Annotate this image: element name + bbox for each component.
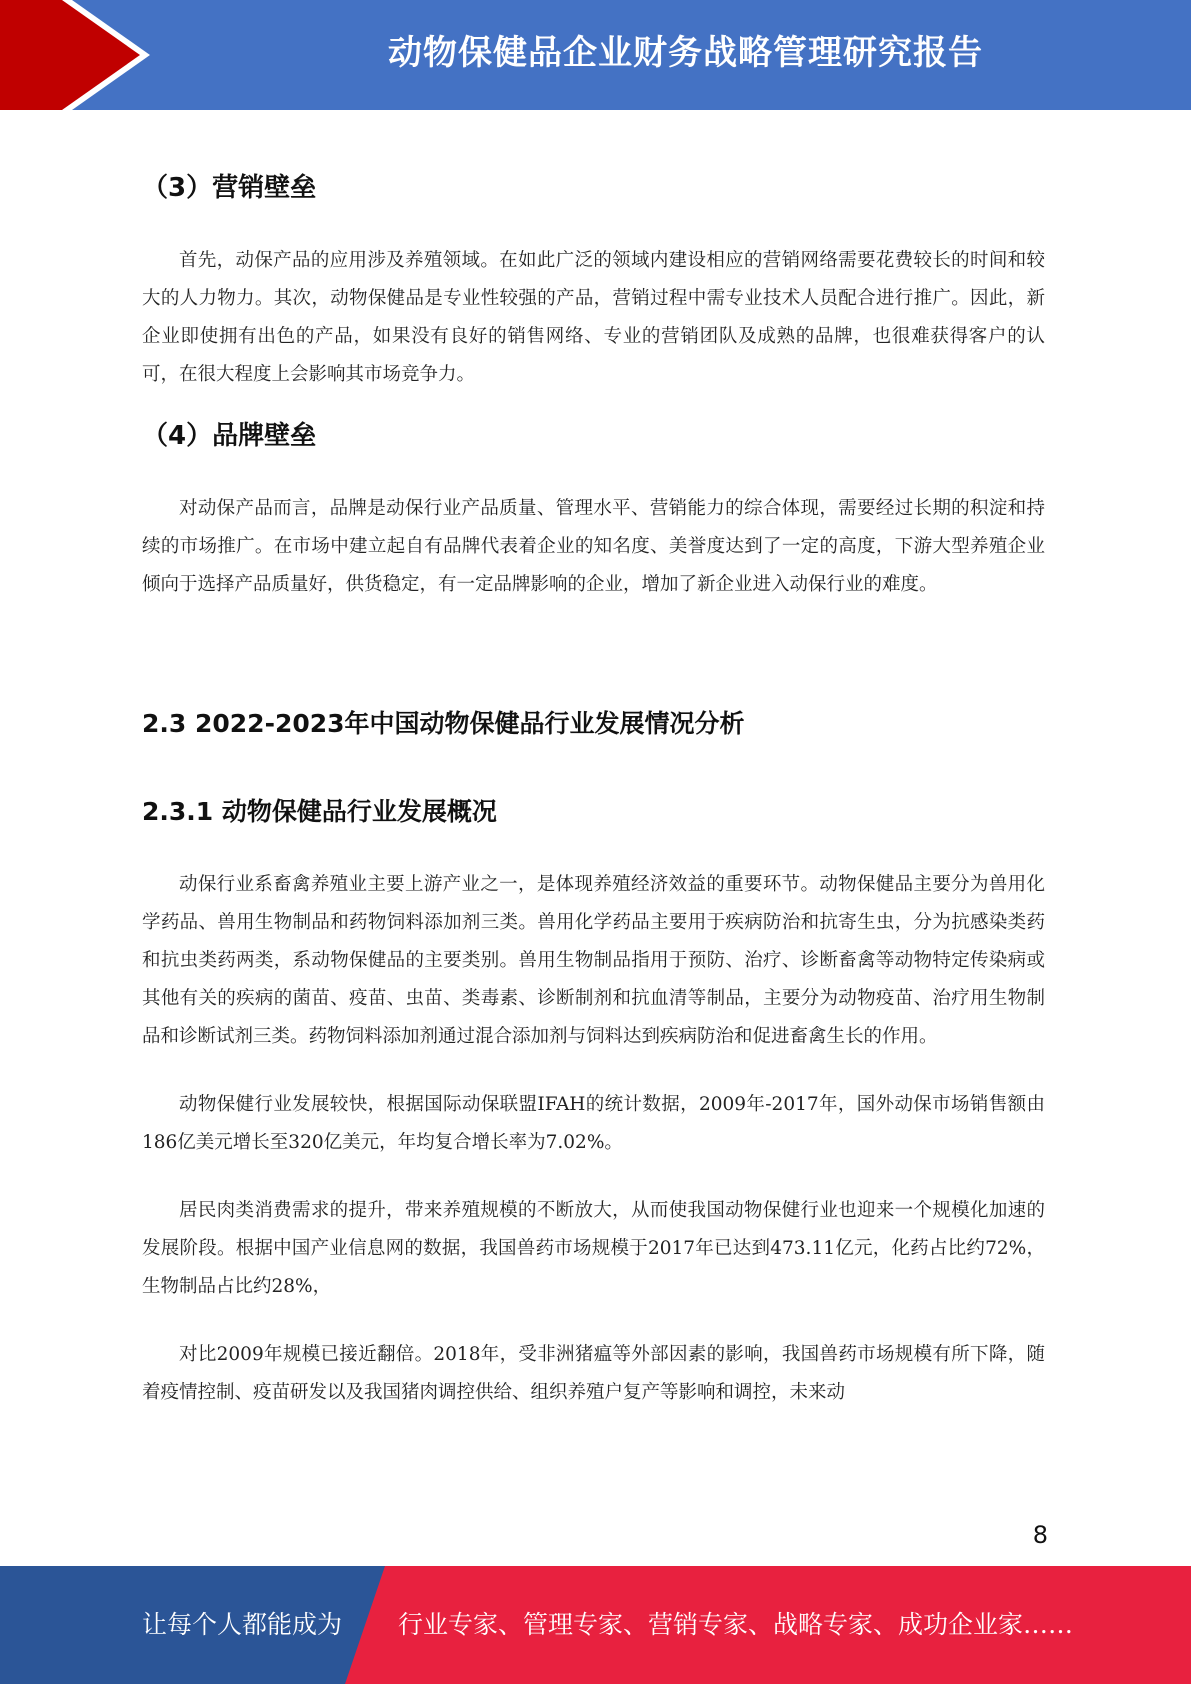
document-body [142, 150, 1045, 1412]
footer-slogan-left: 让每个人都能成为 [142, 1610, 343, 1639]
heading-marketing-barrier: （3）营销壁垒 [142, 173, 317, 203]
heading-section-2-3: 2.3 2022-2023年中国动物保健品行业发展情况分析 [142, 709, 745, 738]
header-title: 动物保健品企业财务战略管理研究报告 [388, 33, 983, 73]
page-header [0, 0, 1191, 110]
paragraph-brand-barrier: 对动保产品而言，品牌是动保行业产品质量、管理水平、营销能力的综合体现，需要经过长期的积淀和持续的市场推广。在市场中建立起自有品牌代表着企业的知名度、美誉度达到了一定的高度，下游大型养殖企业倾向于选择产品质量好，供货稳定，有一定品牌影响的企业，增加了新企业进入动保行业的难度。 [142, 498, 1045, 595]
paragraph-industry-overview: 动保行业系畜禽养殖业主要上游产业之一，是体现养殖经济效益的重要环节。动物保健品主要分为兽用化学药品、兽用生物制品和药物饲料添加剂三类。兽用化学药品主要用于疾病防治和抗寄生虫，分为抗感染类药和抗虫类药两类，系动物保健品的主要类别。兽用生物制品指用于预防、治疗、诊断畜禽等动物特定传染病或其他有关的疾病的菌苗、疫苗、虫苗、类毒素、诊断制剂和抗血清等制品，主要分为动物疫苗、治疗用生物制品和诊断试剂三类。药物饲料添加剂通过混合添加剂与饲料达到疾病防治和促进畜禽生长的作用。 [142, 874, 1045, 1047]
page-number: 8 [1032, 1521, 1048, 1549]
paragraph-global-market: 动物保健行业发展较快，根据国际动保联盟IFAH的统计数据，2009年-2017年，国外动保市场销售额由186亿美元增长至320亿美元，年均复合增长率为7.02%。 [142, 1094, 1045, 1153]
footer-slogan-right: 行业专家、管理专家、营销专家、战略专家、成功企业家…… [398, 1610, 1074, 1639]
paragraph-market-trend: 对比2009年规模已接近翻倍。2018年，受非洲猪瘟等外部因素的影响，我国兽药市场规模有所下降，随着疫情控制、疫苗研发以及我国猪肉调控供给、组织养殖户复产等影响和调控，未来动 [142, 1344, 1045, 1403]
header-chevron-icon [0, 0, 140, 110]
page-footer [0, 1566, 1191, 1684]
paragraph-china-market: 居民肉类消费需求的提升，带来养殖规模的不断放大，从而使我国动物保健行业也迎来一个规模化加速的发展阶段。根据中国产业信息网的数据，我国兽药市场规模于2017年已达到473.11亿元，化药占比约72%，生物制品占比约28%， [142, 1200, 1045, 1297]
heading-section-2-3-1: 2.3.1 动物保健品行业发展概况 [142, 797, 497, 826]
paragraph-marketing-barrier: 首先，动保产品的应用涉及养殖领域。在如此广泛的领域内建设相应的营销网络需要花费较长的时间和较大的人力物力。其次，动物保健品是专业性较强的产品，营销过程中需专业技术人员配合进行推广。因此，新企业即使拥有出色的产品，如果没有良好的销售网络、专业的营销团队及成熟的品牌，也很难获得客户的认可，在很大程度上会影响其市场竞争力。 [142, 250, 1045, 385]
heading-brand-barrier: （4）品牌壁垒 [142, 421, 317, 451]
